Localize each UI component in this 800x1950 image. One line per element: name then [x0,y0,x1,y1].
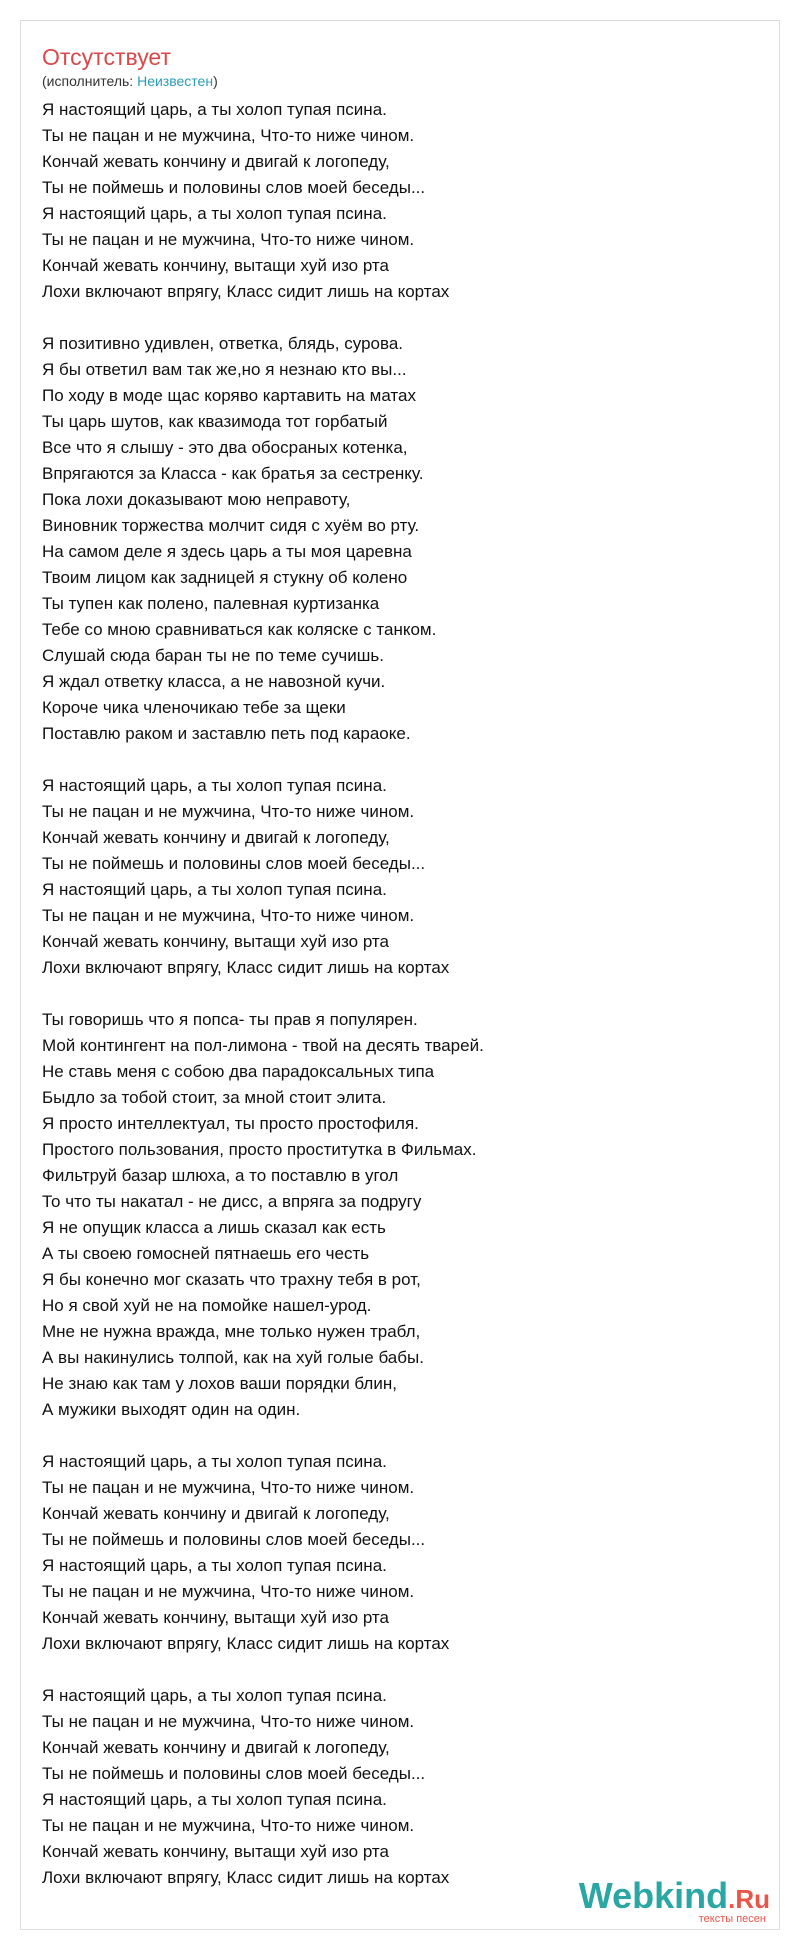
lyrics-line: Короче чика членочикаю тебе за щеки [42,698,346,717]
lyrics-stanza [42,1007,742,1423]
lyrics-stanza [42,331,742,747]
lyrics-line: Кончай жевать кончину, вытащи хуй изо рта [42,1608,389,1627]
lyrics-line: По ходу в моде щас коряво картавить на матах [42,386,416,405]
lyrics-line: Я позитивно удивлен, ответка, блядь, сурова. [42,334,403,353]
lyrics-line: То что ты накатал - не дисс, а впряга за подругу [42,1192,422,1211]
lyrics-line: Я ждал ответку класса, а не навозной кучи. [42,672,386,691]
lyrics-line: Фильтруй базар шлюха, а то поставлю в угол [42,1166,399,1185]
logo-main-text: Webkind [578,1875,729,1916]
lyrics-line: А ты своею гомосней пятнаешь его честь [42,1244,370,1263]
lyrics-stanza [42,97,742,305]
lyrics-line: Я настоящий царь, а ты холоп тупая псина. [42,1452,387,1471]
artist-suffix: ) [213,73,218,89]
lyrics-line: Ты не поймешь и половины слов моей беседы... [42,178,426,197]
lyrics-line: Пока лохи доказывают мою неправоту, [42,490,351,509]
lyrics-line: Я просто интеллектуал, ты просто простофиля. [42,1114,419,1133]
lyrics-line: Я настоящий царь, а ты холоп тупая псина. [42,204,387,223]
lyrics-line: Ты не пацан и не мужчина, Что-то ниже чином. [42,1478,415,1497]
lyrics-line: Я настоящий царь, а ты холоп тупая псина. [42,776,387,795]
lyrics-line: Я бы ответил вам так же,но я незнаю кто вы... [42,360,407,379]
lyrics-line: Лохи включают впрягу, Класс сидит лишь на кортах [42,1868,450,1887]
lyrics-line: Все что я слышу - это два обосраных котенка, [42,438,408,457]
lyrics-line: Ты тупен как полено, палевная куртизанка [42,594,380,613]
logo-tld-text: .Ru [728,1884,770,1914]
lyrics-line: Не знаю как там у лохов ваши порядки блин, [42,1374,397,1393]
lyrics-line: Ты не пацан и не мужчина, Что-то ниже чином. [42,802,415,821]
lyrics-line: Я настоящий царь, а ты холоп тупая псина. [42,880,387,899]
lyrics-line: А мужики выходят один на один. [42,1400,301,1419]
lyrics-line: Мой контингент на пол-лимона - твой на десять тварей. [42,1036,484,1055]
lyrics-line: Ты не поймешь и половины слов моей беседы... [42,854,426,873]
lyrics-line: Ты не поймешь и половины слов моей беседы... [42,1530,426,1549]
lyrics-line: Ты говоришь что я попса- ты прав я популярен. [42,1010,418,1029]
lyrics-line: Кончай жевать кончину и двигай к логопеду, [42,1504,390,1523]
lyrics-line: Не ставь меня с собою два парадоксальных типа [42,1062,435,1081]
lyrics-line: Но я свой хуй не на помойке нашел-урод. [42,1296,372,1315]
lyrics-line: Лохи включают впрягу, Класс сидит лишь на кортах [42,282,450,301]
lyrics-line: Кончай жевать кончину и двигай к логопеду, [42,1738,390,1757]
lyrics-line: Кончай жевать кончину и двигай к логопеду, [42,828,390,847]
lyrics-line: Я настоящий царь, а ты холоп тупая псина. [42,1556,387,1575]
lyrics-line: Я настоящий царь, а ты холоп тупая псина. [42,1790,387,1809]
lyrics-line: Мне не нужна вражда, мне только нужен трабл, [42,1322,421,1341]
lyrics-line: Я не опущик класса а лишь сказал как есть [42,1218,386,1237]
logo-wordmark [579,1875,770,1916]
lyrics-line: Твоим лицом как задницей я стукну об колено [42,568,408,587]
lyrics-line: Быдло за тобой стоит, за мной стоит элита. [42,1088,387,1107]
lyrics-line: Я бы конечно мог сказать что трахну тебя в рот, [42,1270,421,1289]
lyrics-line: Слушай сюда баран ты не по теме сучишь. [42,646,384,665]
lyrics-line: Ты не пацан и не мужчина, Что-то ниже чином. [42,230,415,249]
lyrics-line: На самом деле я здесь царь а ты моя царевна [42,542,412,561]
lyrics-line: Ты не пацан и не мужчина, Что-то ниже чином. [42,1712,415,1731]
lyrics-line: Впрягаются за Класса - как братья за сестренку. [42,464,424,483]
lyrics-stanza [42,773,742,981]
lyrics-line: Виновник торжества молчит сидя с хуём во рту. [42,516,420,535]
logo-tagline: тексты песен [698,1913,766,1925]
lyrics-line: Ты не поймешь и половины слов моей беседы... [42,1764,426,1783]
lyrics-body [42,97,742,1917]
lyrics-line: Простого пользования, просто проститутка в Фильмах. [42,1140,477,1159]
lyrics-line: Я настоящий царь, а ты холоп тупая псина. [42,1686,387,1705]
lyrics-line: Я настоящий царь, а ты холоп тупая псина. [42,100,387,119]
lyrics-stanza [42,1449,742,1657]
artist-prefix: (исполнитель: [42,73,138,89]
lyrics-line: Лохи включают впрягу, Класс сидит лишь на кортах [42,1634,450,1653]
lyrics-line: Кончай жевать кончину и двигай к логопеду, [42,152,390,171]
lyrics-line: Тебе со мною сравниваться как коляске с танком. [42,620,437,639]
lyrics-line: Поставлю раком и заставлю петь под караоке. [42,724,411,743]
lyrics-line: Ты не пацан и не мужчина, Что-то ниже чином. [42,906,415,925]
lyrics-line: Лохи включают впрягу, Класс сидит лишь на кортах [42,958,450,977]
lyrics-line: Ты не пацан и не мужчина, Что-то ниже чином. [42,1582,415,1601]
lyrics-line: Ты не пацан и не мужчина, Что-то ниже чином. [42,1816,415,1835]
artist-link[interactable]: Неизвестен [137,73,214,89]
artist-line [42,72,218,90]
lyrics-line: А вы накинулись толпой, как на хуй голые бабы. [42,1348,424,1367]
lyrics-line: Ты не пацан и не мужчина, Что-то ниже чином. [42,126,415,145]
lyrics-line: Кончай жевать кончину, вытащи хуй изо рта [42,256,389,275]
lyrics-line: Кончай жевать кончину, вытащи хуй изо рта [42,932,389,951]
lyrics-stanza [42,1683,742,1891]
lyrics-line: Ты царь шутов, как квазимода тот горбатый [42,412,388,431]
song-title: Отсутствует [42,44,171,70]
site-logo[interactable] [578,1875,770,1925]
lyrics-line: Кончай жевать кончину, вытащи хуй изо рта [42,1842,389,1861]
